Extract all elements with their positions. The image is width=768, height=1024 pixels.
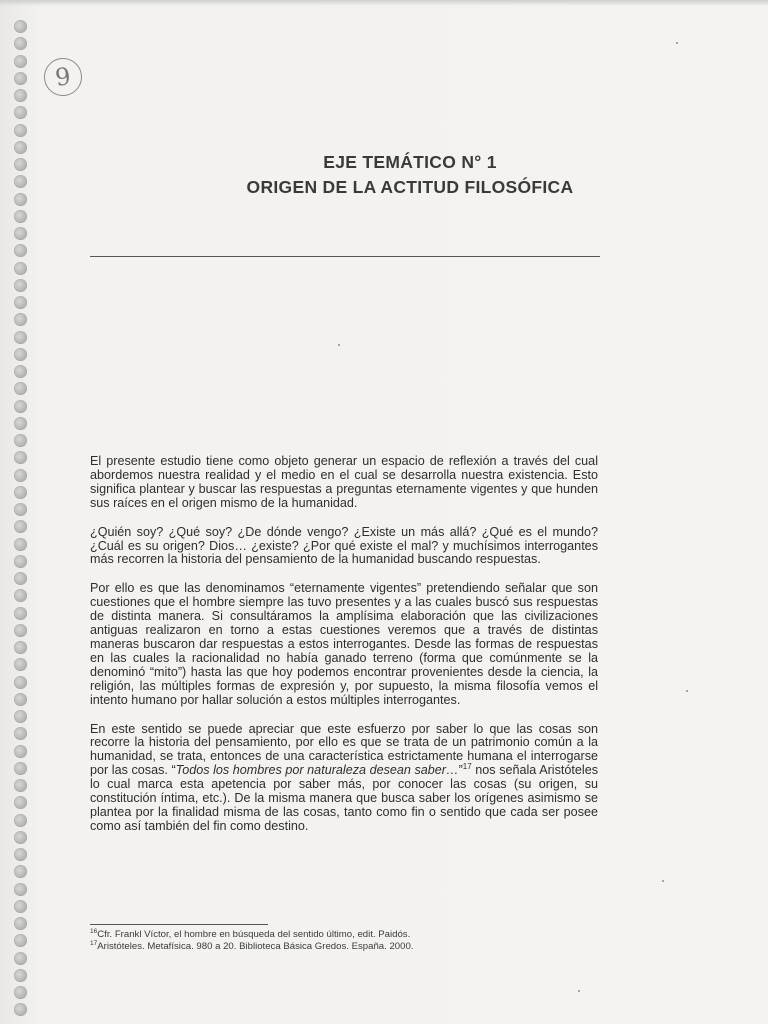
binder-hole	[14, 279, 27, 292]
binder-hole	[14, 745, 27, 758]
binder-hole	[14, 831, 27, 844]
binder-hole	[14, 658, 27, 671]
binder-hole	[14, 624, 27, 637]
paragraph-2: ¿Quién soy? ¿Qué soy? ¿De dónde vengo? ¿Existe un más allá? ¿Qué es el mundo? ¿Cuál es su origen? Dios… ¿existe? ¿Por qué existe el mal? y muchísimos interrogantes más recorren la historia del pensamiento de la humanidad buscando respuestas.	[90, 524, 598, 567]
binder-hole	[14, 175, 27, 188]
binder-hole	[14, 55, 27, 68]
binder-hole	[14, 969, 27, 982]
binder-hole	[14, 20, 27, 33]
binder-hole	[14, 1003, 27, 1016]
binder-hole	[14, 676, 27, 689]
binder-hole	[14, 865, 27, 878]
footnote-divider	[90, 924, 268, 925]
binder-hole	[14, 417, 27, 430]
footnote-number: 17	[90, 939, 98, 947]
binder-hole	[14, 796, 27, 809]
paragraph-4-rest: nos señala Aristóteles lo cual marca esta apetencia por saber más, por conocer las cosas (su origen, su constitución íntima, etc.). De la misma manera que busca saber los orígenes asimismo se plantea por la finalidad misma de las cosas, tanto como fin o sentido que cada ser posee como así también del fin como destino.	[90, 763, 598, 833]
binder-hole	[14, 365, 27, 378]
paragraph-3: Por ello es que las denominamos “eternamente vigentes” pretendiendo señalar que son cuestiones que el hombre siempre las tuvo presentes y a las cuales buscó sus respuestas de distinta manera. Si consultáramos la amplísima elaboración que las civilizaciones antiguas realizaron en torno a estas cuestiones veremos que a través de distintas maneras buscaron dar respuestas a estos interrogantes. Desde las formas de respuestas en las cuales la racionalidad no había ganado terreno (forma que comúnmente se la denominó “mito”) hasta las que hoy podemos encontrar provenientes desde la ciencia, la religión, las múltiples formas de expresión y, por supuesto, la misma filosofía vemos el intento humano por hallar solución a estos múltiples interrogantes.	[90, 581, 598, 707]
scan-speck	[578, 990, 580, 992]
binder-hole	[14, 555, 27, 568]
binder-hole	[14, 641, 27, 654]
binder-hole	[14, 434, 27, 447]
scan-speck	[676, 42, 678, 44]
footnote-ref-17: 17	[462, 762, 472, 772]
page-number-text: 9	[53, 62, 73, 92]
body-text	[90, 455, 598, 849]
footnote	[90, 929, 590, 941]
footnote-text: Cfr. Frankl Víctor, el hombre en búsqueda del sentido último, edit. Paidós.	[97, 929, 411, 940]
paragraph-4	[90, 723, 598, 834]
aristotle-quote: Todos los hombres por naturaleza desean saber…	[175, 763, 459, 778]
scan-speck	[686, 690, 688, 692]
handwritten-page-number	[42, 56, 85, 99]
binder-hole	[14, 814, 27, 827]
footnotes	[90, 929, 590, 953]
binder-hole	[14, 762, 27, 775]
binder-hole	[14, 900, 27, 913]
binder-hole	[14, 37, 27, 50]
binder-hole	[14, 193, 27, 206]
binder-hole	[14, 779, 27, 792]
binder-hole	[14, 106, 27, 119]
binder-hole	[14, 727, 27, 740]
binder-hole	[14, 934, 27, 947]
binder-hole	[14, 572, 27, 585]
binder-hole	[14, 89, 27, 102]
binder-hole	[14, 313, 27, 326]
binder-hole	[14, 227, 27, 240]
binder-hole	[14, 72, 27, 85]
paragraph-4-intro: En este sentido se puede apreciar que este esfuerzo por saber lo que las cosas son recorre la historia del pensamiento, por ello es que se trata de un patrimonio común a la humanidad, se trata, entonces de una característica estrictamente humana el interrogarse por las cosas. “	[90, 721, 598, 778]
binder-hole	[14, 710, 27, 723]
paragraph-1: El presente estudio tiene como objeto generar un espacio de reflexión a través del cual abordemos nuestra realidad y el medio en el cual se desarrolla nuestra existencia. Esto significa plantear y buscar las respuestas a preguntas eternamente vigentes y que hunden sus raíces en el origen mismo de la humanidad.	[90, 454, 598, 510]
footnote-number: 16	[90, 927, 98, 935]
binder-hole	[14, 486, 27, 499]
binder-hole	[14, 296, 27, 309]
binder-hole	[14, 451, 27, 464]
binder-hole	[14, 382, 27, 395]
binder-hole	[14, 503, 27, 516]
chapter-title-line2: ORIGEN DE LA ACTITUD FILOSÓFICA	[246, 177, 574, 197]
binder-hole	[14, 952, 27, 965]
binder-hole	[14, 848, 27, 861]
binder-hole	[14, 520, 27, 533]
binder-hole	[14, 348, 27, 361]
binder-hole	[14, 986, 27, 999]
page-top-edge	[0, 0, 768, 6]
binder-hole	[14, 400, 27, 413]
chapter-title-line1: EJE TEMÁTICO N° 1	[323, 152, 497, 172]
binder-hole	[14, 244, 27, 257]
binder-hole	[14, 607, 27, 620]
title-divider	[90, 256, 600, 257]
binder-hole	[14, 538, 27, 551]
quote-close: ”	[458, 763, 463, 778]
footnote	[90, 941, 590, 953]
binder-hole	[14, 469, 27, 482]
binder-hole	[14, 262, 27, 275]
scan-speck	[338, 344, 340, 346]
binder-hole	[14, 210, 27, 223]
binder-holes	[14, 20, 38, 1021]
binder-hole	[14, 589, 27, 602]
binder-hole	[14, 917, 27, 930]
footnote-text: Aristóteles. Metafísica. 980 a 20. Biblioteca Básica Gredos. España. 2000.	[97, 941, 414, 952]
chapter-title	[200, 152, 620, 198]
binder-hole	[14, 141, 27, 154]
binder-hole	[14, 124, 27, 137]
binder-hole	[14, 158, 27, 171]
scan-speck	[662, 880, 664, 882]
binder-hole	[14, 693, 27, 706]
binder-hole	[14, 331, 27, 344]
binder-hole	[14, 883, 27, 896]
